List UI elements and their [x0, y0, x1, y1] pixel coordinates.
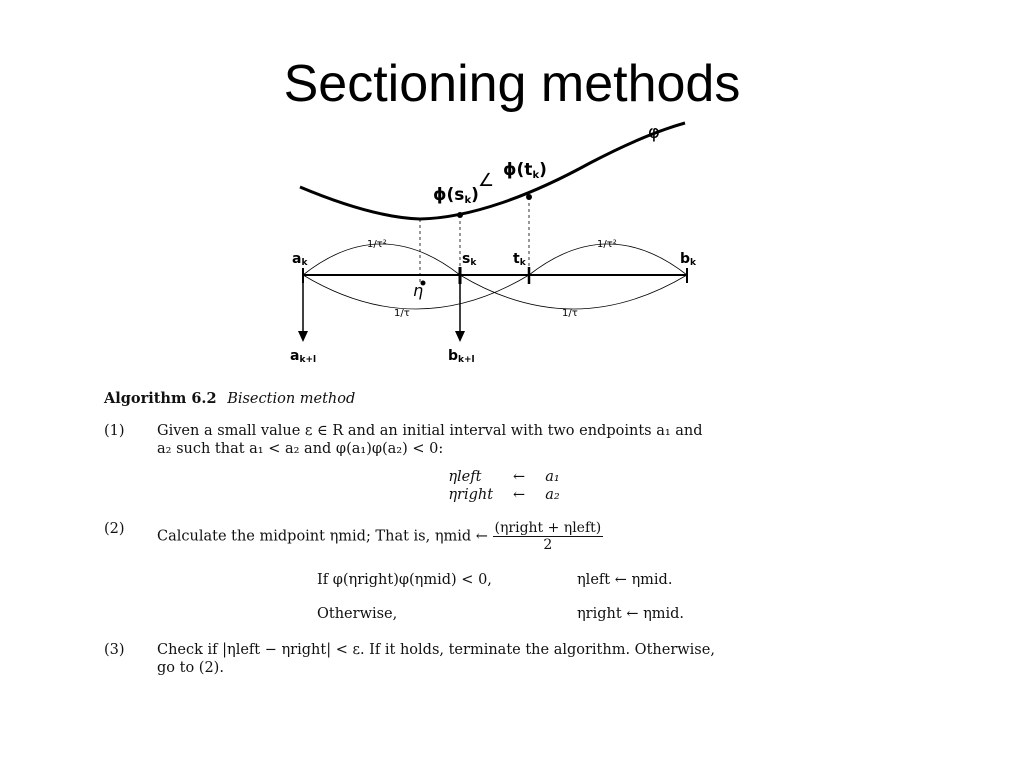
arc-top-right-label: 1/τ²: [597, 239, 617, 250]
init-assignments: [104, 468, 904, 504]
init-right-rhs: a₂: [545, 487, 560, 503]
golden-section-diagram: [270, 118, 720, 368]
phi-sk-label: ϕ(sk): [433, 185, 479, 206]
step-1-number: (1): [104, 423, 125, 439]
eta-label: η: [413, 281, 424, 300]
ak1-label: ak+l: [290, 348, 317, 365]
init-right-lhs: ηright: [448, 487, 494, 503]
phi-label: φ: [648, 122, 660, 143]
algorithm-number: Algorithm 6.2: [104, 390, 217, 407]
algorithm-step-3: [104, 641, 904, 677]
midpoint-fraction: [493, 520, 604, 553]
step-2-text: Calculate the midpoint ηmid; That is, ηmid ←: [157, 528, 488, 545]
algorithm-box: [104, 390, 904, 677]
step-3-line-2: go to (2).: [157, 660, 224, 676]
tk-label: tk: [513, 251, 526, 268]
bk1-arrow-head: [455, 331, 465, 342]
algorithm-name: Bisection method: [227, 391, 356, 407]
fraction-denominator: 2: [543, 537, 553, 553]
phi-tk-label: ϕ(tk): [503, 160, 547, 181]
step-1-line-1: Given a small value ε ∈ R and an initial interval with two endpoints a₁ and: [157, 423, 703, 439]
step-2-number: (2): [104, 521, 125, 537]
condition-else-action: ηright ← ηmid.: [577, 606, 685, 622]
arc-top-left-label: 1/τ²: [367, 239, 387, 250]
condition-if: If φ(ηright)φ(ηmid) < 0,: [317, 572, 492, 588]
fraction-numerator: (ηright + ηleft): [494, 520, 602, 536]
init-right-arrow: ←: [513, 487, 526, 503]
sk-label: sk: [462, 251, 477, 268]
arc-bottom-left-label: 1/τ: [394, 308, 410, 319]
init-left-rhs: a₁: [545, 469, 560, 485]
step-3-number: (3): [104, 642, 125, 658]
step-3-line-1: Check if |ηleft − ηright| < ε. If it holds, terminate the algorithm. Otherwise,: [157, 642, 715, 658]
init-left-arrow: ←: [513, 469, 526, 485]
ak-label: ak: [292, 251, 308, 268]
condition-else: Otherwise,: [317, 606, 398, 622]
condition-if-action: ηleft ← ηmid.: [577, 572, 673, 588]
ak1-arrow-head: [298, 331, 308, 342]
arc-bottom-right: [460, 275, 687, 309]
step-1-line-2: a₂ such that a₁ < a₂ and φ(a₁)φ(a₂) < 0:: [157, 441, 444, 457]
bk-label: bk: [680, 251, 697, 268]
algorithm-step-1: [104, 422, 904, 458]
algorithm-header: [104, 390, 904, 408]
golden-section-figure: [270, 118, 720, 368]
slide-title: Sectioning methods: [283, 55, 741, 113]
arc-bottom-right-label: 1/τ: [562, 308, 578, 319]
init-left-lhs: ηleft: [448, 469, 482, 485]
angle-mark: ∠: [478, 170, 495, 191]
update-conditions: [317, 571, 904, 623]
bk1-label: bk+l: [448, 348, 475, 365]
algorithm-step-2: [104, 520, 904, 553]
